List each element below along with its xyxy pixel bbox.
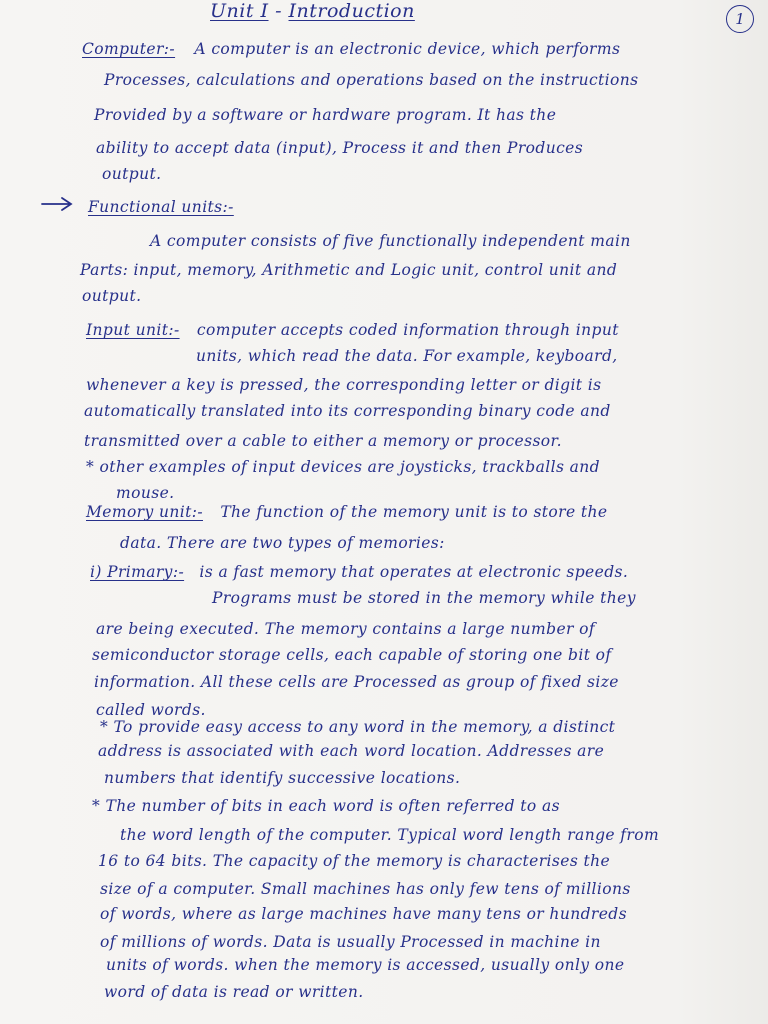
arrow-icon xyxy=(40,196,74,212)
text-line: output. xyxy=(102,165,162,183)
text-line: size of a computer. Small machines has only few tens of millions xyxy=(100,880,631,898)
text-line: 16 to 64 bits. The capacity of the memory is characterises the xyxy=(98,852,611,870)
text-line: address is associated with each word location. Addresses are xyxy=(98,742,605,760)
text-line: mouse. xyxy=(116,484,175,502)
text-line: called words. xyxy=(96,701,206,719)
computer-heading: Computer:- xyxy=(82,40,176,58)
text-line: output. xyxy=(82,287,142,305)
text-line: * To provide easy access to any word in the memory, a distinct xyxy=(100,718,616,736)
text-line: The function of the memory unit is to store the xyxy=(220,503,608,521)
text-line: automatically translated into its corresponding binary code and xyxy=(84,402,611,420)
text-line: A computer is an electronic device, which performs xyxy=(194,40,621,58)
text-line: information. All these cells are Processed as group of fixed size xyxy=(94,673,619,691)
functional-units-heading: Functional units:- xyxy=(88,198,234,216)
text-line: of millions of words. Data is usually Processed in machine in xyxy=(100,933,601,951)
text-line: semiconductor storage cells, each capable of storing one bit of xyxy=(92,646,612,664)
computer-heading-line xyxy=(82,40,620,58)
text-line: the word length of the computer. Typical word length range from xyxy=(120,826,660,844)
text-line: Parts: input, memory, Arithmetic and Logic unit, control unit and xyxy=(80,261,618,279)
text-line: transmitted over a cable to either a memory or processor. xyxy=(84,432,562,450)
text-line: ability to accept data (input), Process it and then Produces xyxy=(96,139,584,157)
text-line: Provided by a software or hardware program. It has the xyxy=(94,106,557,124)
text-line: whenever a key is pressed, the corresponding letter or digit is xyxy=(86,376,602,394)
text-line: Processes, calculations and operations based on the instructions xyxy=(104,71,639,89)
unit-label: Unit I xyxy=(210,0,269,22)
page-number: 1 xyxy=(726,5,754,33)
primary-heading-line xyxy=(90,563,628,581)
text-line: data. There are two types of memories: xyxy=(120,534,445,552)
text-line: word of data is read or written. xyxy=(104,983,364,1001)
input-unit-heading-line xyxy=(86,321,619,339)
page-title xyxy=(210,0,415,22)
text-line: is a fast memory that operates at electronic speeds. xyxy=(199,563,629,581)
topic-label: Introduction xyxy=(288,0,415,22)
text-line: * other examples of input devices are joysticks, trackballs and xyxy=(86,458,600,476)
text-line: are being executed. The memory contains a large number of xyxy=(96,620,596,638)
primary-heading: i) Primary:- xyxy=(90,563,185,581)
text-line: numbers that identify successive locations. xyxy=(104,769,461,787)
memory-unit-heading-line xyxy=(86,503,607,521)
text-line: A computer consists of five functionally independent main xyxy=(150,232,631,250)
title-separator: - xyxy=(275,0,282,22)
input-unit-heading: Input unit:- xyxy=(86,321,180,339)
text-line: Programs must be stored in the memory while they xyxy=(212,589,636,607)
text-line: of words, where as large machines have many tens or hundreds xyxy=(100,905,627,923)
text-line: computer accepts coded information through input xyxy=(196,321,619,339)
text-line: units, which read the data. For example, keyboard, xyxy=(196,347,618,365)
text-line: units of words. when the memory is accessed, usually only one xyxy=(106,956,625,974)
memory-unit-heading: Memory unit:- xyxy=(86,503,203,521)
text-line: * The number of bits in each word is often referred to as xyxy=(92,797,560,815)
